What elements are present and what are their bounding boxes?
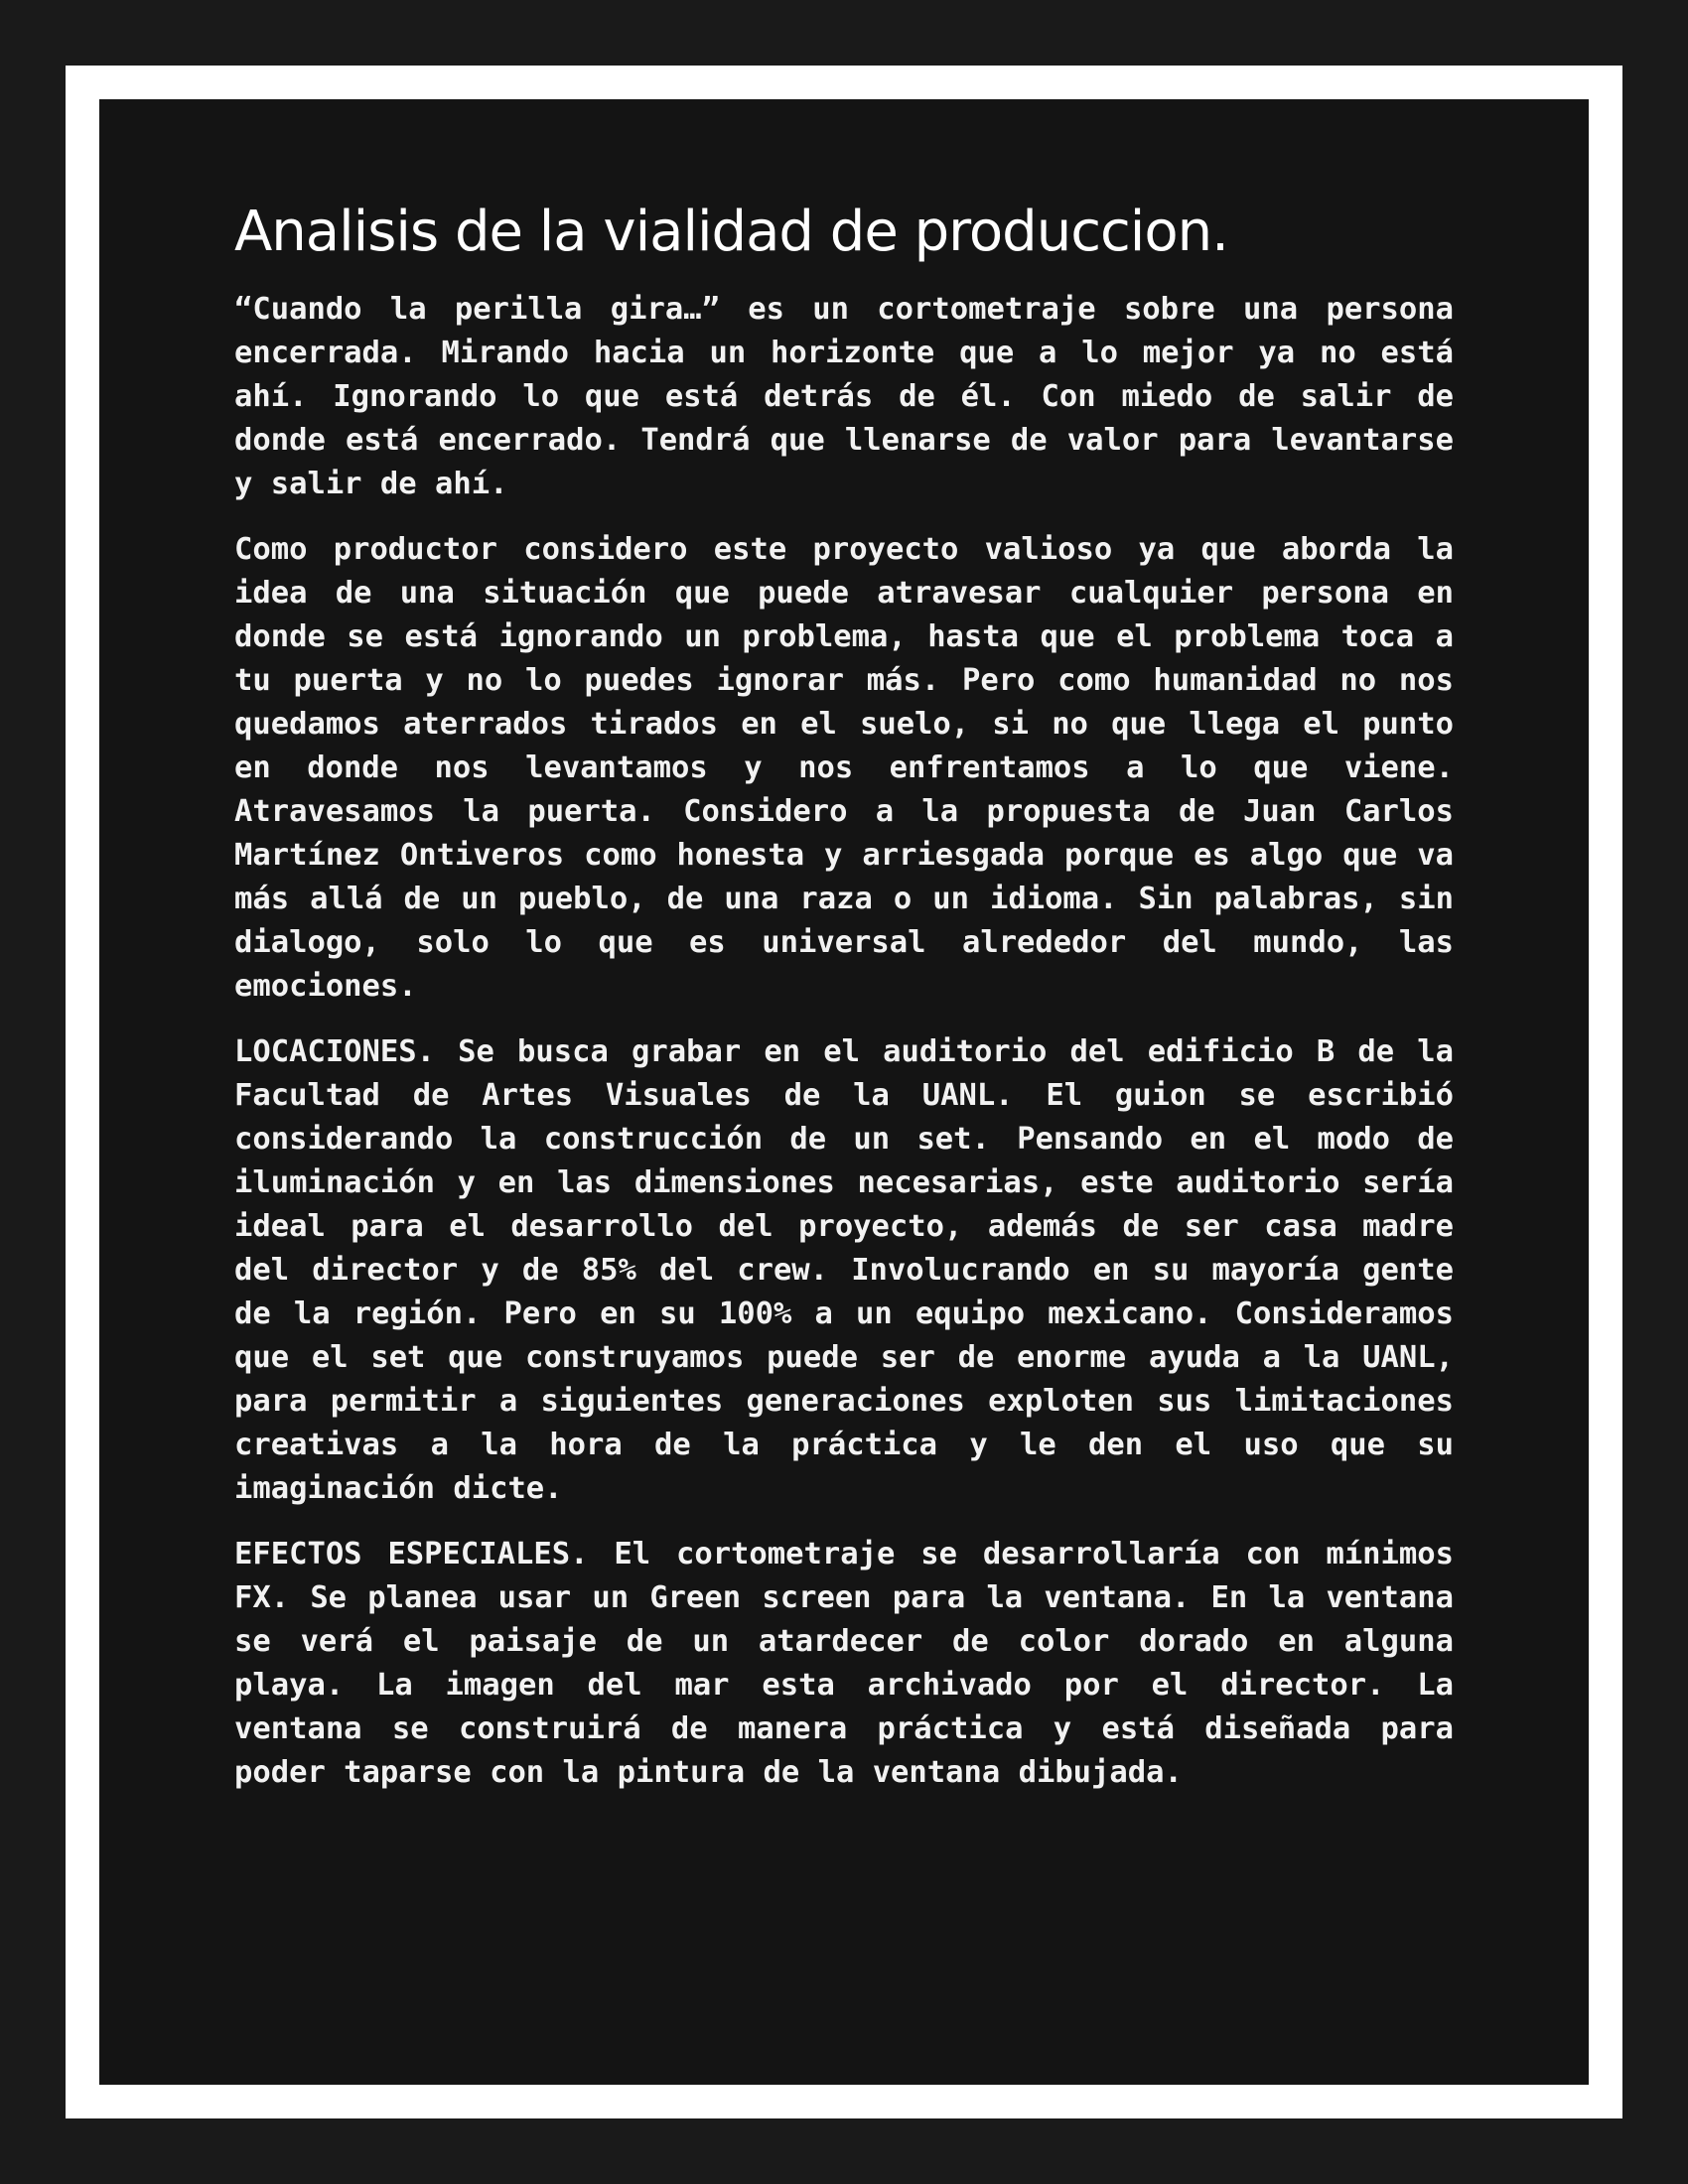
paragraph-locations: LOCACIONES. Se busca grabar en el auditorio del edificio B de la Facultad de Artes Visuales de la UANL. El guion se escribió considerando la construcción de un set. Pensando en el modo de iluminación y en las dimensiones necesarias, este auditorio sería ideal para el desarrollo del proyecto, además de ser casa madre del director y de 85% del crew. Involucrando en su mayoría gente de la región. Pero en su 100% a un equipo mexicano. Consideramos que el set que construyamos puede ser de enorme ayuda a la UANL, para permitir a siguientes generaciones exploten sus limitaciones creativas a la hora de la práctica y le den el uso que su imaginación dicte. xyxy=(234,1034,1454,1506)
paragraph-special-effects: EFECTOS ESPECIALES. El cortometraje se desarrollaría con mínimos FX. Se planea usar un Green screen para la ventana. En la ventana se verá el paisaje de un atardecer de color dorado en alguna playa. La imagen del mar esta archivado por el director. La ventana se construirá de manera práctica y está diseñada para poder taparse con la pintura de la ventana dibujada. xyxy=(234,1537,1454,1790)
paragraph-synopsis: “Cuando la perilla gira…” es un cortometraje sobre una persona encerrada. Mirando hacia un horizonte que a lo mejor ya no está ahí. Ignorando lo que está detrás de él. Con miedo de salir de donde está encerrado. Tendrá que llenarse de valor para levantarse y salir de ahí. xyxy=(234,292,1454,501)
paragraph-producer-statement: Como productor considero este proyecto valioso ya que aborda la idea de una situación que puede atravesar cualquier persona en donde se está ignorando un problema, hasta que el problema toca a tu puerta y no lo puedes ignorar más. Pero como humanidad no nos quedamos aterrados tirados en el suelo, si no que llega el punto en donde nos levantamos y nos enfrentamos a lo que viene. Atravesamos la puerta. Considero a la propuesta de Juan Carlos Martínez Ontiveros como honesta y arriesgada porque es algo que va más allá de un pueblo, de una raza o un idioma. Sin palabras, sin dialogo, solo lo que es universal alrededor del mundo, las emociones. xyxy=(234,532,1454,1004)
document-page xyxy=(99,99,1589,2085)
document-content xyxy=(234,201,1454,1817)
page-title: Analisis de la vialidad de produccion. xyxy=(234,200,1228,264)
